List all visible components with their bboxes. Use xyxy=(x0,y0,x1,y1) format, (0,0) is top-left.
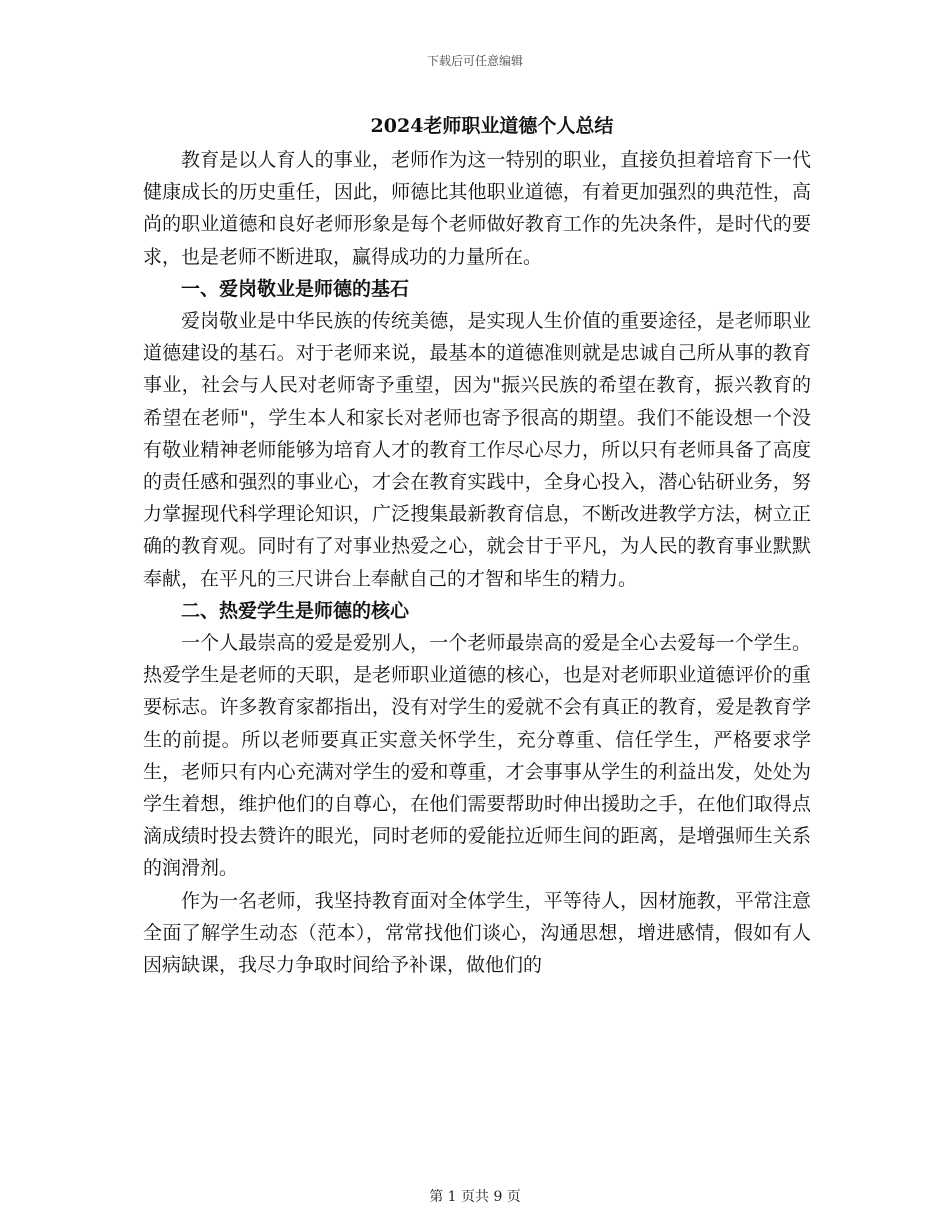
section-2-heading: 二、热爱学生是师德的核心 xyxy=(181,599,410,622)
section-2-paragraph: 一个人最崇高的爱是爱别人，一个老师最崇高的爱是全心去爱每一个学生。热爱学生是老师的天职，是老师职业道德的核心，也是对老师职业道德评价的重要标志。许多教育家都指出，没有对学生的爱就不会有真正的教育，爱是教育学生的前提。所以老师要真正实意关怀学生，充分尊重、信任学生，严格要求学生，老师只有内心充满对学生的爱和尊重，才会事事从学生的利益出发，处处为学生着想，维护他们的自尊心，在他们需要帮助时伸出援助之手，在他们取得点滴成绩时投去赞许的眼光，同时老师的爱能拉近师生间的距离，是增强师生关系的润滑剂。 xyxy=(143,632,811,880)
document-body xyxy=(143,112,811,981)
page-header-note: 下载后可任意编辑 xyxy=(426,54,523,68)
section-1-paragraph: 爱岗敬业是中华民族的传统美德，是实现人生价值的重要途径，是老师职业道德建设的基石。对于老师来说，最基本的道德准则就是忠诚自己所从事的教育事业，社会与人民对老师寄予重望，因为"振兴民族的希望在教育，振兴教育的希望在老师"，学生本人和家长对老师也寄予很高的期望。我们不能设想一个没有敬业精神老师能够为培育人才的教育工作尽心尽力，所以只有老师具备了高度的责任感和强烈的事业心，才会在教育实践中，全身心投入，潜心钻研业务，努力掌握现代科学理论知识，广泛搜集最新教育信息，不断改进教学方法，树立正确的教育观。同时有了对事业热爱之心，就会甘于平凡，为人民的教育事业默默奉献，在平凡的三尺讲台上奉献自己的才智和毕生的精力。 xyxy=(143,310,811,590)
intro-paragraph: 教育是以人育人的事业，老师作为这一特别的职业，直接负担着培育下一代健康成长的历史重任，因此，师德比其他职业道德，有着更加强烈的典范性，高尚的职业道德和良好老师形象是每个老师做好教育工作的先决条件，是时代的要求，也是老师不断进取，赢得成功的力量所在。 xyxy=(143,149,811,268)
section-2-paragraph-2: 作为一名老师，我坚持教育面对全体学生，平等待人，因材施教，平常注意全面了解学生动态（范本），常常找他们谈心，沟通思想，增进感情，假如有人因病缺课，我尽力争取时间给予补课，做他们的 xyxy=(143,889,811,977)
page-number-footer: 第 1 页共 9 页 xyxy=(429,1189,521,1205)
document-title: 2024老师职业道德个人总结 xyxy=(370,115,614,137)
section-1-heading: 一、爱岗敬业是师德的基石 xyxy=(181,277,410,300)
